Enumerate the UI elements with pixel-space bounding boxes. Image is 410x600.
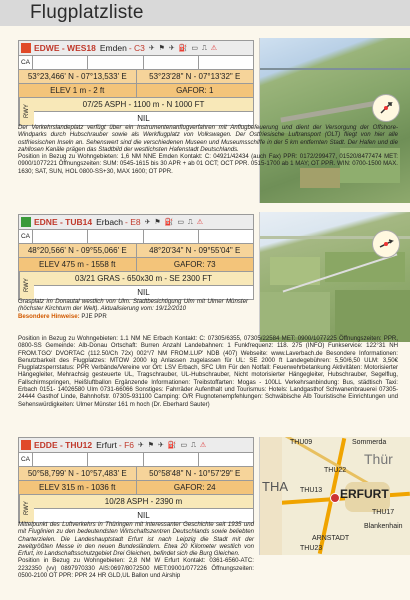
rwy-tag: RWY <box>19 272 34 299</box>
coord-dms: 50°58'48" N - 10°57'29" E <box>149 469 241 478</box>
map-label-sommerda: Sommerda <box>352 439 387 446</box>
frequency-row <box>19 453 253 467</box>
map-label-thuringia: Thür <box>364 451 393 467</box>
runway-heading-arrow-icon <box>372 230 400 258</box>
ca-label: CA <box>19 453 33 466</box>
gafor: GAFOR: 1 <box>176 86 214 95</box>
airfield-category-icon <box>21 440 31 450</box>
runway-block <box>19 495 253 522</box>
airfield-card-edde <box>18 437 254 523</box>
runway-nil: NIL <box>34 286 253 299</box>
header-bar <box>0 0 410 26</box>
gafor: GAFOR: 73 <box>173 260 216 269</box>
map-label-blankenhain: Blankenhain <box>364 523 403 530</box>
coordinates-row <box>19 467 253 481</box>
runway-heading-arrow-icon <box>372 94 400 122</box>
photo-emden-airfield <box>259 38 410 203</box>
map-label-thu13: THU13 <box>300 487 323 494</box>
card-title <box>19 215 253 230</box>
map-grid-ref: - E8 <box>125 217 141 227</box>
facility-icons: ✈ ⚑ ⛽ ▭ ⎍ ⚠ <box>144 218 205 226</box>
elevation-row <box>19 481 253 495</box>
airfield-category-icon <box>21 43 31 53</box>
map-grid-ref: - F6 <box>118 440 134 450</box>
runway-nil: NIL <box>34 509 253 522</box>
elevation-row <box>19 84 253 98</box>
facility-icons: ✈ ⚑ ✈ ⛽ ▭ ⎍ ⚠ <box>148 44 219 52</box>
gafor: GAFOR: 24 <box>173 483 216 492</box>
frequency-row <box>19 230 253 244</box>
runway-block <box>19 98 253 125</box>
elevation: ELEV 1 m - 2 ft <box>19 84 137 97</box>
map-label-arnstadt: ARNSTADT <box>312 535 350 542</box>
airfield-city: Emden <box>99 43 127 53</box>
runway-info: 10/28 ASPH - 2390 m <box>34 495 253 509</box>
elevation: ELEV 475 m - 1558 ft <box>19 258 137 271</box>
runway-block <box>19 272 253 299</box>
page-title: Flugplatzliste <box>30 2 144 23</box>
airfield-code: EDNE - TUB14 <box>34 217 93 227</box>
card-title <box>19 438 253 453</box>
runway-nil: NIL <box>34 112 253 125</box>
map-grid-ref: - C3 <box>128 43 145 53</box>
coordinates-row <box>19 70 253 84</box>
coord-decimal: 48°20,566' N - 09°55,066' E <box>19 244 137 257</box>
ca-label: CA <box>19 230 33 243</box>
rwy-tag: RWY <box>19 98 34 125</box>
coord-dms: 53°23'28" N - 07°13'32" E <box>149 72 241 81</box>
airfield-category-icon <box>21 217 31 227</box>
elevation: ELEV 315 m - 1036 ft <box>19 481 137 494</box>
frequency-row <box>19 56 253 70</box>
map-label-thu23: THU23 <box>300 545 323 552</box>
runway-info: 03/21 GRAS - 650x30 m - SE 2300 FT <box>34 272 253 286</box>
description-edne-info: Position in Bezug zu Wohngebieten: 1.1 NM NE Erbach Kontakt: C: 07305/6355, 07305/22584 MET: 0900/1077225 Öffnungszeiten: PPR, 0800-SS Gemeinde: Alb-Donau Ortschaft: Burren Anzahl Landebahnen: 1 Funkfrequenz: 118. 275 (INFO) Funkservice: 122°31 NH FROM.TGO' DVORTAC (112.50/Ch 72x) 002°/7 NM FROM.LUP' NDB (407) Webseite: www.Laverbach.de Besondere Informationen: Benutzbarkeit des Flugplatzes: MTOW 2000 kg Anlassen zugelassen für UL: SE 2000 ft Landegebühren: 5,50/6,50 ULM: 3,50€ Flugplatzsperrstatus: PPR Verbände/Vereine vor Ort: LSV Erbach, SFC Ulm Für den Notfall: Feuerwehrbetankung Aktivitäten: Motorisierter Hängegleiter, Mehrachsig gesteuerte UL, Tragschrauber, UL-Hubschrauber, Nicht motorisierter Hängegleiter, Hubschrauber, Segelflug, Fallschirmspringen, Heißluftballon Ergänzende Informationen: Treibstoffarten: Mogas - 100LL Verkehrsanbindung: Bus, städtisch Taxi: Erbach 0151- 14026580 Ulm 0731-66066 Sonstiges: Fahrräder Aufenthalt und Tourismus: Hotels: Landgasthof Schwanenbrauerei 07305-24444 Gasthof Linde, Bahnhofstr. 07305-931100 Camping: O/R Flugnotenempfehlungen: Schwäbische Alb Touristische Einrichtungen und Sehenswürdigkeiten: Ulmer Münster 161 m hoch (Dr. Eberhard Sauter) <box>18 335 398 408</box>
facility-icons: ✈ ⚑ ✈ ⛽ ▭ ⎍ ⚠ <box>138 441 208 449</box>
ca-label: CA <box>19 56 33 69</box>
map-label-thu17: THU17 <box>372 509 395 516</box>
map-label-erfurt: ERFURT <box>340 487 389 501</box>
airfield-code: EDDE - THU12 <box>34 440 93 450</box>
airfield-city: Erfurt <box>96 440 117 450</box>
map-label-thu09: THU09 <box>290 439 313 446</box>
coord-decimal: 53°23,466' N - 07°13,533' E <box>19 70 137 83</box>
map-erfurt-region <box>259 437 410 555</box>
airfield-card-edne <box>18 214 254 300</box>
elevation-row <box>19 258 253 272</box>
map-label-thu22: THU22 <box>324 467 347 474</box>
airfield-city: Erbach <box>96 217 124 227</box>
airfield-code: EDWE - WES18 <box>34 43 96 53</box>
description-edne-intro: Grasplatz im Donautal westlich von Ulm. Stadtbesichtigung Ulm mit Ulmer Münster (höchster Kirchturm der Welt). Aktualisierung vom: 19/12/2010 Besondere Hinweise: PJE PPR <box>18 298 248 320</box>
card-title <box>19 41 253 56</box>
airfield-marker-icon <box>330 493 340 503</box>
photo-erbach-airfield <box>259 212 410 342</box>
description-edwe: Der Verkehrslandeplatz verfügt über ein Instrumentenanflugverfahren mit Anflugbefeuerung und dient der Versorgung der Offshore-Windparks durch Hubschrauber sowie als Werkflugplatz von Volkswagen. Der Ostfriesische Luftransport (OLT) fliegt von hier alle ostfriesischen Inseln an. Sehenswert sind die verschiedenen Museen und Museumsschiffe in der 5 km entfernten Stadt. Der Hafen und die zahllosen Kanäle prägen das Stadtbild der westlichsten Hafenstadt Deutschlands. Position in Bezug zu Wohngebieten: 1,6 NM NNE Emden Kontakt: C: 04921/42434 (auch Fax) PPR: 0172/299477, 01520/8477474 MET: 0900/1077221 Öffnungszeiten: SUM: 0545-1615 bis 30 APR + ab 01 OCT; OCT PPR. 0515-1700 ab 1 MAY; OT PPR. WIN: 0700-1500 MAX. 1630; SAT, SUN, HOL 0800-SS+30, MAX 1600; OT PPR. <box>18 124 398 175</box>
airfield-card-edwe <box>18 40 254 126</box>
rwy-tag: RWY <box>19 495 34 522</box>
description-edde: Mittelpunkt des Luftverkehrs in Thüringen mit interessanter Geschichte seit 1935 und mit Fluglinien zu den bedeutendsten Wirtschaftszentren Deutschlands sowie beliebten Charterzielen. Die Landeshauptstadt Erfurt ist nach Leipzig die Stadt mit der zweitgrößten Messe in den neuen Bundesländern. Etwa 20 Kilometer westlich von Erfurt, im Landschaftsschutzgebiet Drei Gleichen, befindet sich die Burg Gleichen. Position in Bezug zu Wohngebieten: 2,8 NM W Erfurt Kontakt: 0361-6560-ATC: 2232350 (vv) 0897970330 AIS:0697/8072500 MET:09001/077226 Öffnungszeiten: 0500-2100 OT PPR: PPR 24 HR GLD,UL Ballon und Airship <box>18 521 254 580</box>
runway-info: 07/25 ASPH - 1100 m - N 1000 FT <box>34 98 253 112</box>
coord-decimal: 50°58,799' N - 10°57,483' E <box>19 467 137 480</box>
coord-dms: 48°20'34" N - 09°55'04" E <box>149 246 241 255</box>
coordinates-row <box>19 244 253 258</box>
map-label-tha: THA <box>262 479 288 494</box>
